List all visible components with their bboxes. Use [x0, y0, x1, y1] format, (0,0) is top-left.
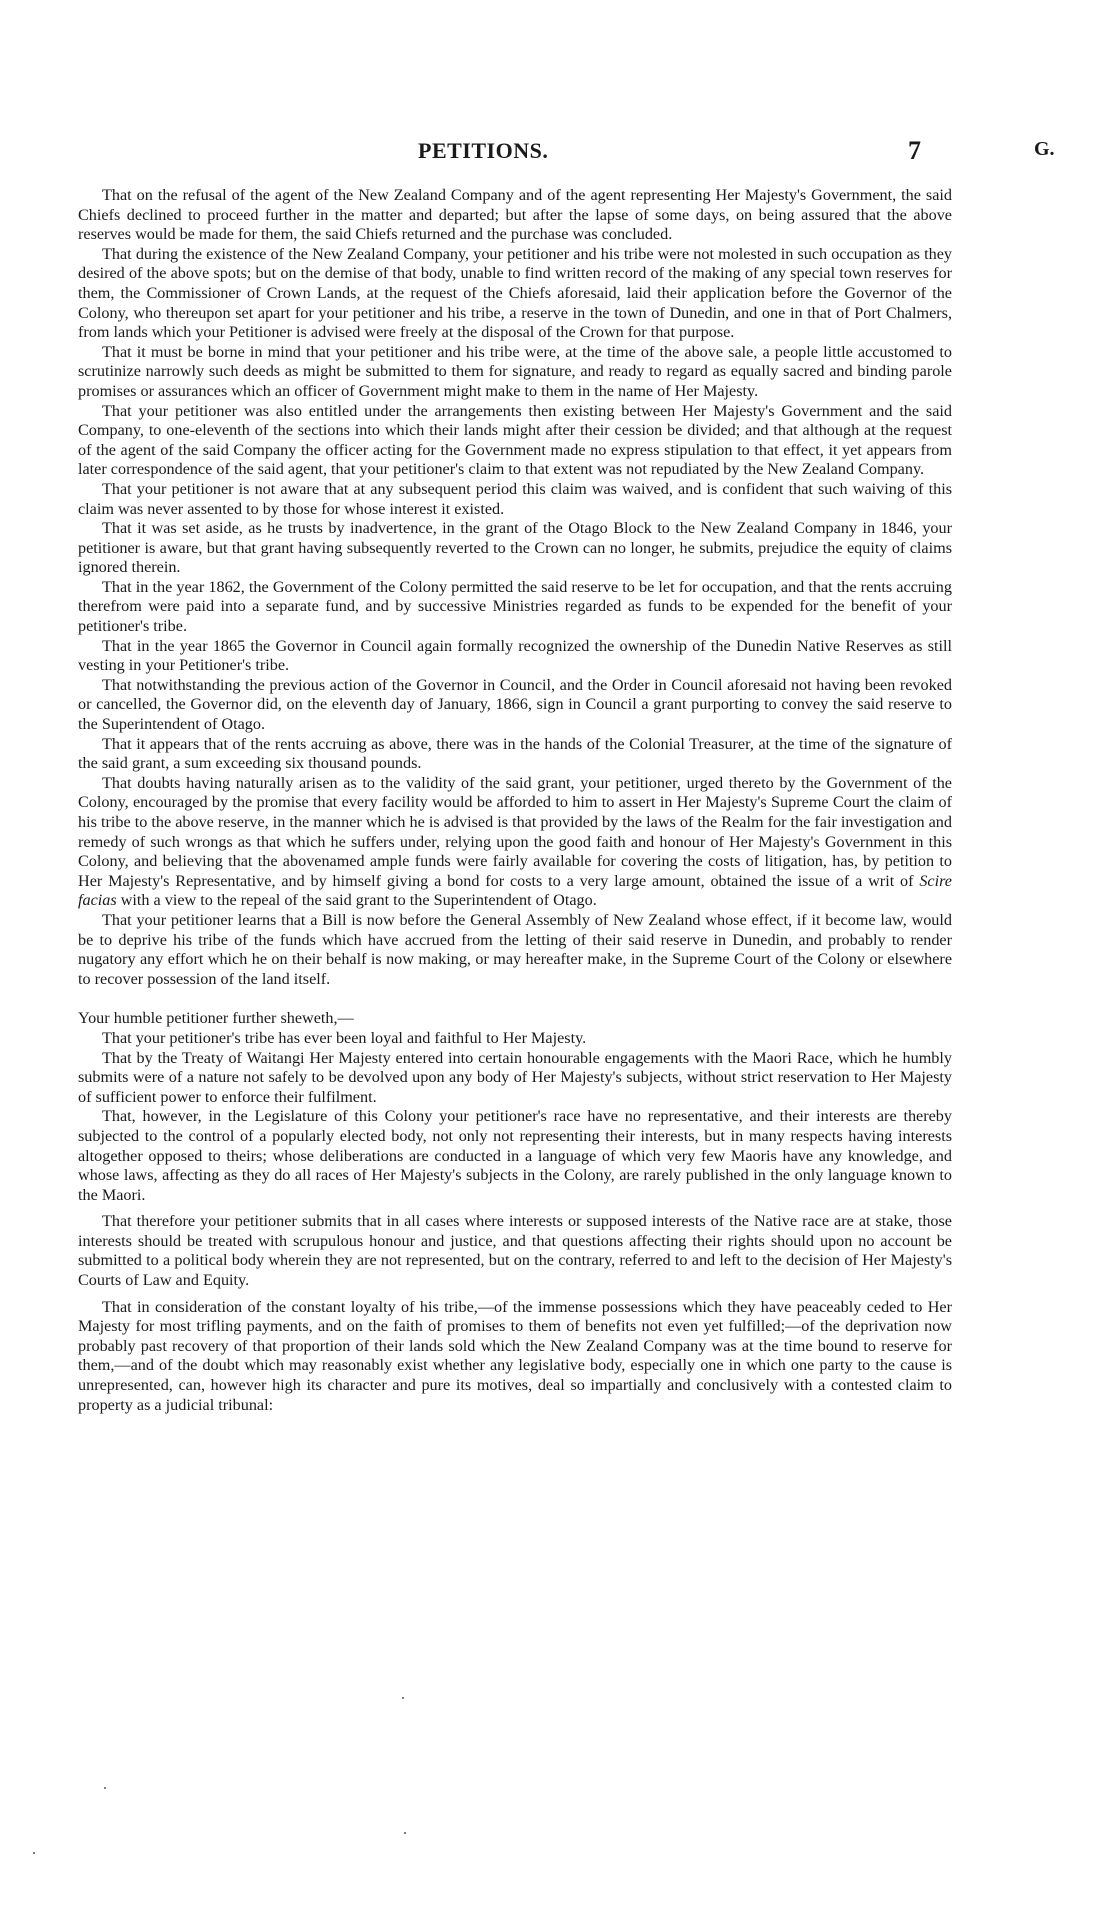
paragraph: That therefore your petitioner submits that in all cases where interests or supposed interests of the Native race are at stake, those interests should be treated with scrupulous honour and justice, and that questions affecting their rights should upon no account be submitted to a political body wherein they are not represented, but on the contrary, referred to and left to the decision of Her Majesty's Courts of Law and Equity. — [78, 1212, 952, 1290]
paragraph: That it must be borne in mind that your petitioner and his tribe were, at the time of the above sale, a people little accustomed to scrutinize narrowly such deeds as might be submitted to them for signature, and ready to regard as equally sacred and binding parole promises or assurances which an officer of Government might make to them in the name of Her Majesty. — [78, 342, 952, 400]
paragraph: That your petitioner was also entitled under the arrangements then existing between Her Majesty's Government and the said Company, to one-eleventh of the sections into which their lands might after their cession be divided; and that although at the request of the agent of the said Company the officer acting for the Government made no express stipulation to that effect, it yet appears from later correspondence of the said agent, that your petitioner's claim to that extent was not repudiated by the New Zealand Company. — [78, 401, 952, 479]
paragraph-scire-facias — [78, 774, 952, 911]
paragraph: That in consideration of the constant loyalty of his tribe,—of the immense possessions which they have peaceably ceded to Her Majesty for most trifling payments, and on the faith of promises to them of benefits not even yet fulfilled;—of the deprivation now probably past recovery of that proportion of their lands sold which the New Zealand Company was at the time bound to reserve for them,—and of the doubt which may reasonably exist whether any legislative body, especially one in which one party to the cause is unrepresented, can, however high its character and pure its motives, deal so impartially and conclusively with a contested claim to property as a judicial tribunal: — [78, 1297, 952, 1414]
print-speck — [33, 1852, 35, 1854]
paragraph: That your petitioner is not aware that at any subsequent period this claim was waived, and is confident that such waiving of this claim was never assented to by those for whose interest it existed. — [78, 479, 952, 518]
paragraph: That notwithstanding the previous action of the Governor in Council, and the Order in Council aforesaid not having been revoked or cancelled, the Governor did, on the eleventh day of January, 1866, sign in Council a grant purporting to convey the said reserve to the Superintendent of Otago. — [78, 675, 952, 734]
paragraph: That on the refusal of the agent of the New Zealand Company and of the agent representing Her Majesty's Government, the said Chiefs declined to proceed further in the matter and departed; but after the lapse of some days, on being assured that the above reserves would be made for them, the said Chiefs returned and the purchase was concluded. — [78, 186, 952, 244]
paragraph: That by the Treaty of Waitangi Her Majesty entered into certain honourable engagements with the Maori Race, which he humbly submits were of a nature not safely to be devolved upon any body of Her Majesty's subjects, without strict reservation to Her Majesty of sufficient power to enforce their fulfilment. — [78, 1048, 952, 1106]
paragraph: That your petitioner's tribe has ever been loyal and faithful to Her Majesty. — [102, 1028, 587, 1047]
print-speck — [402, 1697, 404, 1699]
series-code: G. — [1034, 138, 1055, 160]
page-title: PETITIONS. — [418, 138, 549, 163]
print-speck — [404, 1832, 406, 1834]
page-number: 7 — [908, 136, 921, 165]
paragraph: That in the year 1862, the Government of the Colony permitted the said reserve to be let for occupation, and that the rents accruing therefrom were paid into a separate fund, and by successive Ministries regarded as funds to be expended for the benefit of your petitioner's tribe. — [78, 577, 952, 636]
paragraph: That it was set aside, as he trusts by inadvertence, in the grant of the Otago Block to the New Zealand Company in 1846, your petitioner is aware, but that grant having subsequently reverted to the Crown can no longer, he submits, prejudice the equity of claims ignored therein. — [78, 519, 952, 577]
document-body — [78, 186, 952, 1415]
section-heading: Your humble petitioner further sheweth,— — [78, 1009, 354, 1028]
page-header — [0, 138, 1114, 168]
paragraph: That your petitioner learns that a Bill is now before the General Assembly of New Zealand whose effect, if it become law, would be to deprive his tribe of the funds which have accrued from the letting of their said reserve in Dunedin, and probably to render nugatory any effort which he on their behalf is now making, or may hereafter make, in the Supreme Court of the Colony or elsewhere to recover possession of the land itself. — [78, 910, 952, 988]
paragraph-text: That doubts having naturally arisen as to the validity of the said grant, your petitioner, urged thereto by the Government of the Colony, encouraged by the promise that every facility would be afforded to him to assert in Her Majesty's Supreme Court the claim of his tribe to the above reserve, in the manner which he is advised is that provided by the laws of the Realm for the fair investigation and remedy of such wrongs as that which he suffers under, relying upon the good faith and honour of Her Majesty's Government in this Colony, and believing that the abovenamed ample funds were fairly available for covering the costs of litigation, has, by petition to Her Majesty's Representative, and by himself giving a bond for costs to a very large amount, obtained the issue of a writ of — [78, 773, 952, 890]
print-speck — [104, 1787, 106, 1789]
paragraph: That it appears that of the rents accruing as above, there was in the hands of the Colonial Treasurer, at the time of the signature of the said grant, a sum exceeding six thousand pounds. — [78, 734, 952, 773]
paragraph: That in the year 1865 the Governor in Council again formally recognized the ownership of the Dunedin Native Reserves as still vesting in your Petitioner's tribe. — [78, 636, 952, 675]
paragraph: That during the existence of the New Zealand Company, your petitioner and his tribe were not molested in such occupation as they desired of the above spots; but on the demise of that body, unable to find written record of the making of any special town reserves for them, the Commissioner of Crown Lands, at the request of the Chiefs aforesaid, laid their application before the Governor of the Colony, who thereupon set apart for your petitioner and his tribe, a reserve in the town of Dunedin, and one in that of Port Chalmers, from lands which your Petitioner is advised were freely at the disposal of the Crown for that purpose. — [78, 244, 952, 342]
italic-term: Scire facias — [78, 871, 952, 910]
paragraph: That, however, in the Legislature of this Colony your petitioner's race have no representative, and their interests are thereby subjected to the control of a popularly elected body, not only not representing their interests, but in many respects having interests altogether opposed to theirs; whose deliberations are conducted in a language of which very few Maoris have any knowledge, and whose laws, affecting as they do all races of Her Majesty's subjects in the Colony, are rarely published in the only language known to the Maori. — [78, 1107, 952, 1204]
paragraph-text: with a view to the repeal of the said grant to the Superintendent of Otago. — [116, 891, 597, 910]
